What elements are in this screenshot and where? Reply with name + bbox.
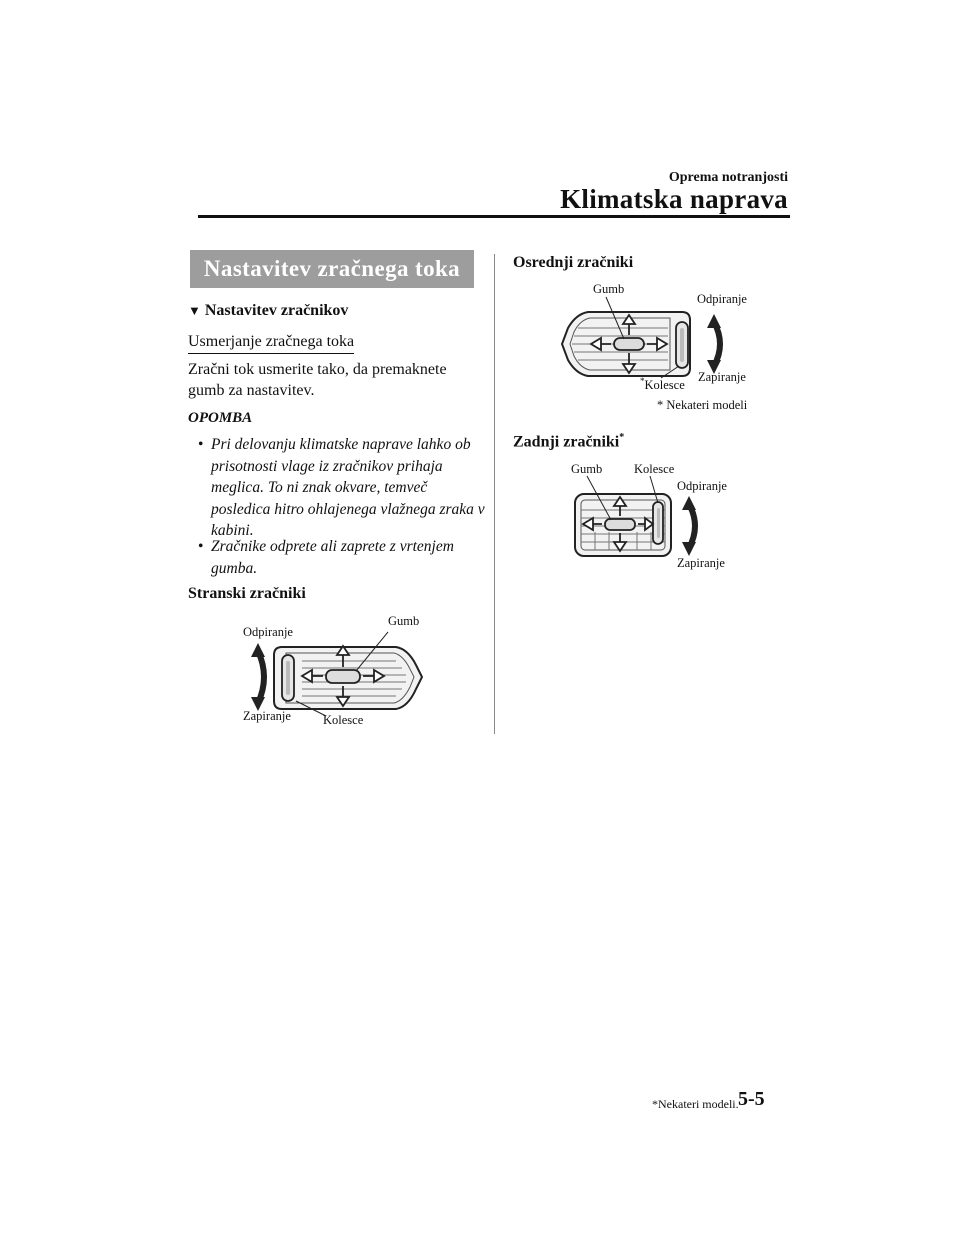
side-label-knob: Gumb [388,614,420,628]
rear-vents-title [513,432,624,451]
side-label-open: Odpiranje [243,625,293,639]
section-banner: Nastavitev zračnega toka [190,250,474,288]
asterisk: * [640,376,645,386]
header-rule [198,215,790,218]
underlined-heading: Usmerjanje zračnega toka [188,333,354,354]
footer-footnote: *Nekateri modeli. [652,1097,739,1111]
bullet-dot-icon: • [198,436,204,453]
center-label-wheel [640,376,685,393]
rear-label-knob: Gumb [571,462,603,476]
bullet-text: Zračnike odprete ali zaprete z vrtenjem gumba. [211,538,454,577]
column-divider [494,254,495,734]
center-label-knob: Gumb [593,282,625,296]
center-label-open: Odpiranje [697,292,747,306]
page-number: 5-5 [738,1088,765,1110]
subheading-text: Nastavitev zračnikov [204,302,349,319]
center-vents-title: Osrednji zračniki [513,254,634,271]
note-bullet-2 [198,536,488,579]
center-footnote: * Nekateri modeli [657,398,748,412]
rear-label-wheel: Kolesce [634,462,675,476]
rear-label-close: Zapiranje [677,556,725,570]
note-bullet-1 [198,434,488,542]
side-vents-title: Stranski zračniki [188,585,306,602]
center-label-wheel-text: Kolesce [644,378,685,393]
asterisk: * [619,432,625,443]
center-label-close: Zapiranje [698,370,746,384]
subheading [188,302,348,320]
triangle-marker-icon: ▼ [188,303,201,318]
section-title: Klimatska naprava [560,184,788,214]
rear-vents-title-text: Zadnji zračniki [513,433,620,451]
note-label: OPOMBA [188,410,253,426]
body-paragraph: Zračni tok usmerite tako, da premaknete gumb za nastavitev. [188,361,447,399]
chapter-title: Oprema notranjosti [668,170,788,185]
side-label-wheel: Kolesce [323,713,364,727]
bullet-text: Pri delovanju klimatske naprave lahko ob prisotnosti vlage iz zračnikov prihaja meglica. To ni znak okvare, temveč posledica hitro ohlajenega vlažnega zraka v kabini. [211,436,485,539]
rear-label-open: Odpiranje [677,479,727,493]
side-label-close: Zapiranje [243,709,291,723]
bullet-dot-icon: • [198,538,204,555]
